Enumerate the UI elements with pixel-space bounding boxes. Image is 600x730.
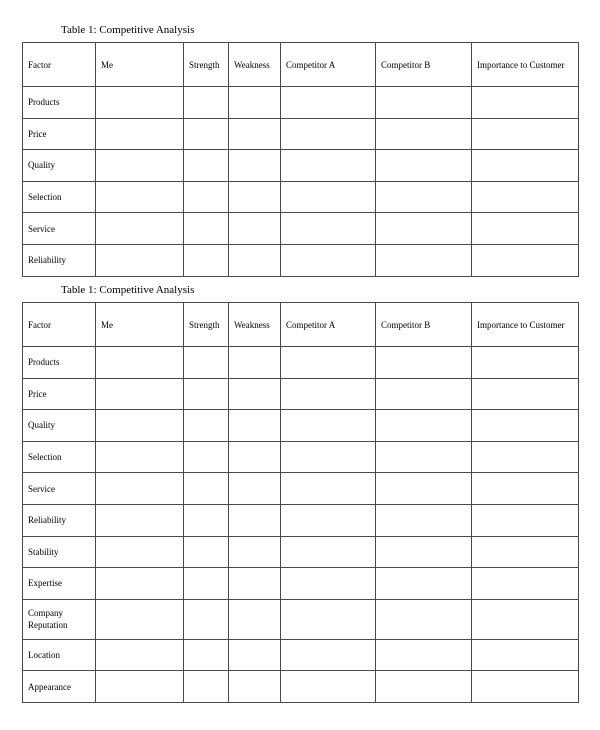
empty-cell: [281, 347, 376, 379]
empty-cell: [472, 347, 579, 379]
column-header-competitor-b: Competitor B: [376, 303, 472, 347]
empty-cell: [184, 599, 229, 639]
empty-cell: [96, 671, 184, 703]
empty-cell: [281, 87, 376, 119]
column-header-factor: Factor: [23, 303, 96, 347]
empty-cell: [376, 244, 472, 276]
empty-cell: [229, 181, 281, 213]
empty-cell: [96, 181, 184, 213]
empty-cell: [376, 181, 472, 213]
column-header-importance: Importance to Customer: [472, 303, 579, 347]
row-label: Expertise: [23, 568, 96, 600]
column-header-competitor-a: Competitor A: [281, 43, 376, 87]
empty-cell: [96, 473, 184, 505]
row-label: Price: [23, 118, 96, 150]
empty-cell: [376, 639, 472, 671]
empty-cell: [376, 568, 472, 600]
empty-cell: [376, 410, 472, 442]
empty-cell: [229, 410, 281, 442]
empty-cell: [229, 378, 281, 410]
empty-cell: [472, 536, 579, 568]
row-label: Quality: [23, 150, 96, 182]
column-header-me: Me: [96, 303, 184, 347]
empty-cell: [96, 568, 184, 600]
table-row: [23, 347, 579, 379]
empty-cell: [184, 213, 229, 245]
empty-cell: [376, 150, 472, 182]
row-label: Selection: [23, 441, 96, 473]
empty-cell: [281, 473, 376, 505]
empty-cell: [229, 504, 281, 536]
empty-cell: [184, 87, 229, 119]
empty-cell: [184, 378, 229, 410]
table-row: [23, 639, 579, 671]
table-header-row: [23, 43, 579, 87]
empty-cell: [229, 671, 281, 703]
empty-cell: [96, 378, 184, 410]
empty-cell: [281, 150, 376, 182]
empty-cell: [472, 568, 579, 600]
empty-cell: [96, 504, 184, 536]
row-label: Service: [23, 213, 96, 245]
column-header-competitor-a: Competitor A: [281, 303, 376, 347]
empty-cell: [472, 378, 579, 410]
empty-cell: [184, 671, 229, 703]
empty-cell: [281, 599, 376, 639]
empty-cell: [229, 473, 281, 505]
empty-cell: [472, 671, 579, 703]
empty-cell: [376, 213, 472, 245]
empty-cell: [184, 441, 229, 473]
empty-cell: [472, 181, 579, 213]
empty-cell: [376, 441, 472, 473]
empty-cell: [281, 181, 376, 213]
empty-cell: [229, 347, 281, 379]
competitive-analysis-table: [22, 42, 579, 277]
empty-cell: [472, 118, 579, 150]
row-label: Appearance: [23, 671, 96, 703]
column-header-strength: Strength: [184, 303, 229, 347]
empty-cell: [229, 441, 281, 473]
empty-cell: [376, 118, 472, 150]
table-row: [23, 536, 579, 568]
empty-cell: [376, 87, 472, 119]
empty-cell: [229, 118, 281, 150]
column-header-strength: Strength: [184, 43, 229, 87]
empty-cell: [376, 378, 472, 410]
empty-cell: [281, 568, 376, 600]
empty-cell: [96, 244, 184, 276]
column-header-me: Me: [96, 43, 184, 87]
empty-cell: [472, 150, 579, 182]
column-header-importance: Importance to Customer: [472, 43, 579, 87]
empty-cell: [281, 378, 376, 410]
empty-cell: [281, 671, 376, 703]
empty-cell: [472, 599, 579, 639]
empty-cell: [376, 671, 472, 703]
empty-cell: [96, 347, 184, 379]
empty-cell: [229, 87, 281, 119]
empty-cell: [472, 504, 579, 536]
empty-cell: [229, 639, 281, 671]
empty-cell: [96, 441, 184, 473]
column-header-factor: Factor: [23, 43, 96, 87]
table-caption: Table 1: Competitive Analysis: [61, 24, 195, 36]
empty-cell: [96, 87, 184, 119]
empty-cell: [96, 639, 184, 671]
empty-cell: [281, 118, 376, 150]
empty-cell: [229, 213, 281, 245]
row-label: Price: [23, 378, 96, 410]
table-row: [23, 410, 579, 442]
table-row: [23, 473, 579, 505]
empty-cell: [281, 410, 376, 442]
empty-cell: [96, 599, 184, 639]
empty-cell: [184, 504, 229, 536]
column-header-weakness: Weakness: [229, 43, 281, 87]
empty-cell: [184, 118, 229, 150]
table-caption: Table 1: Competitive Analysis: [61, 284, 195, 296]
column-header-competitor-b: Competitor B: [376, 43, 472, 87]
table-row: [23, 87, 579, 119]
empty-cell: [96, 150, 184, 182]
empty-cell: [184, 181, 229, 213]
row-label: Reliability: [23, 244, 96, 276]
empty-cell: [376, 504, 472, 536]
empty-cell: [184, 150, 229, 182]
empty-cell: [281, 536, 376, 568]
empty-cell: [376, 599, 472, 639]
table-row: [23, 213, 579, 245]
empty-cell: [229, 244, 281, 276]
row-label: Reliability: [23, 504, 96, 536]
empty-cell: [281, 213, 376, 245]
table-row: [23, 378, 579, 410]
empty-cell: [281, 441, 376, 473]
row-label: Company Reputation: [23, 599, 96, 639]
table-row: [23, 118, 579, 150]
empty-cell: [184, 536, 229, 568]
empty-cell: [96, 213, 184, 245]
empty-cell: [96, 118, 184, 150]
row-label: Location: [23, 639, 96, 671]
empty-cell: [472, 410, 579, 442]
empty-cell: [281, 504, 376, 536]
empty-cell: [229, 568, 281, 600]
row-label: Products: [23, 87, 96, 119]
table-row: [23, 181, 579, 213]
empty-cell: [96, 536, 184, 568]
empty-cell: [184, 568, 229, 600]
empty-cell: [376, 347, 472, 379]
empty-cell: [472, 87, 579, 119]
row-label: Service: [23, 473, 96, 505]
empty-cell: [229, 599, 281, 639]
row-label: Quality: [23, 410, 96, 442]
row-label: Stability: [23, 536, 96, 568]
empty-cell: [229, 536, 281, 568]
row-label: Selection: [23, 181, 96, 213]
column-header-weakness: Weakness: [229, 303, 281, 347]
row-label: Products: [23, 347, 96, 379]
empty-cell: [184, 410, 229, 442]
empty-cell: [184, 639, 229, 671]
empty-cell: [184, 473, 229, 505]
empty-cell: [96, 410, 184, 442]
empty-cell: [376, 536, 472, 568]
empty-cell: [281, 244, 376, 276]
table-row: [23, 150, 579, 182]
table-row: [23, 568, 579, 600]
empty-cell: [376, 473, 472, 505]
table-header-row: [23, 303, 579, 347]
empty-cell: [472, 473, 579, 505]
empty-cell: [472, 213, 579, 245]
empty-cell: [472, 441, 579, 473]
empty-cell: [184, 244, 229, 276]
empty-cell: [472, 639, 579, 671]
empty-cell: [472, 244, 579, 276]
table-row: [23, 504, 579, 536]
table-row: [23, 599, 579, 639]
empty-cell: [281, 639, 376, 671]
empty-cell: [229, 150, 281, 182]
competitive-analysis-table: [22, 302, 579, 703]
empty-cell: [184, 347, 229, 379]
table-row: [23, 671, 579, 703]
table-row: [23, 441, 579, 473]
table-row: [23, 244, 579, 276]
